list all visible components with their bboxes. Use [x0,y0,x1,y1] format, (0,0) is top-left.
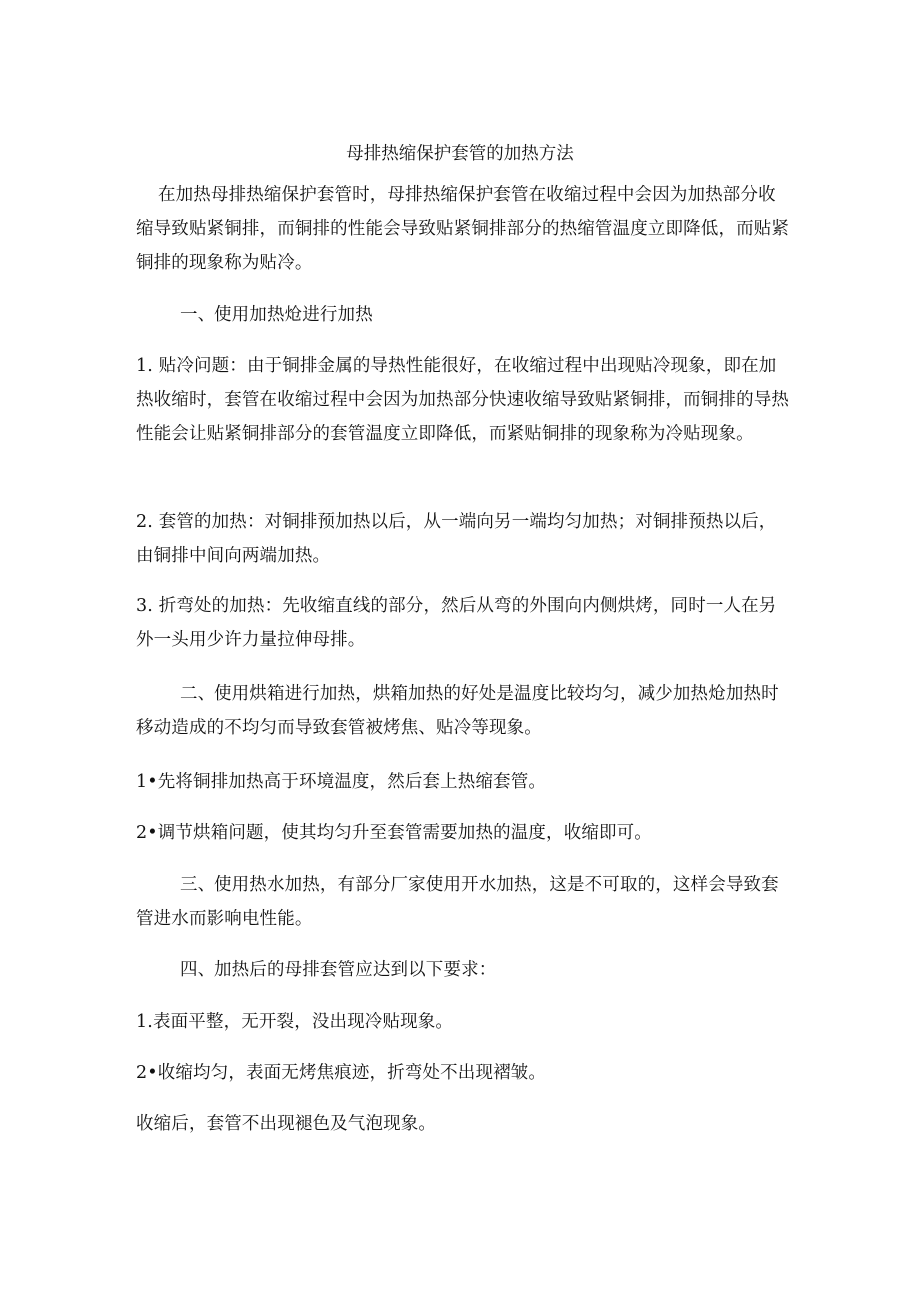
intro-paragraph: 在加热母排热缩保护套管时，母排热缩保护套管在收缩过程中会因为加热部分收缩导致贴紧铜排，而铜排的性能会导致贴紧铜排部分的热缩管温度立即降低，而贴紧铜排的现象称为贴冷。 [136,185,790,273]
section-2-number: 二、 [180,684,216,704]
section-2-text: 使用烘箱进行加热，烘箱加热的好处是温度比较均匀，减少加热炝加热时 移动造成的不均匀而导致套管被烤焦、贴冷等现象。 [136,684,779,738]
section-4-number: 四、 [180,960,216,980]
document-title: 母排热缩保护套管的加热方法 [346,144,574,164]
section-3-text: 使用热水加热，有部分厂家使用开水加热，这是不可取的，这样会导致套 管进水而影响电性能。 [136,875,779,929]
section-3-heading [136,868,792,936]
section-4-heading [136,953,792,987]
section-1-item-1: 1. 贴冷问题：由于铜排金属的导热性能很好，在收缩过程中出现贴冷现象，即在加热收缩时，套管在收缩过程中会因为加热部分快速收缩导致贴紧铜排，而铜排的导热性能会让贴紧铜排部分的套管温度立即降低，而紧贴铜排的现象称为冷贴现象。 [136,356,790,444]
section-1-heading [136,298,792,332]
section-2-heading [136,677,792,745]
section-4-item-2: 2•收缩均匀，表面无烤焦痕迹，折弯处不出现褶皱。 [136,1063,547,1083]
section-1-item-2: 2. 套管的加热：对铜排预加热以后，从一端向另一端均匀加热；对铜排预热以后， 由铜排中间向两端加热。 [136,512,777,566]
section-4-text: 加热后的母排套管应达到以下要求： [214,960,497,980]
section-4-item-1: 1.表面平整，无开裂，没出现冷贴现象。 [136,1012,454,1032]
section-1-item-3: 3. 折弯处的加热：先收缩直线的部分，然后从弯的外围向内侧烘烤，同时一人在另外一头用少许力量拉伸母排。 [136,596,777,650]
section-2-item-1: 1•先将铜排加热高于环境温度，然后套上热缩套管。 [136,772,547,792]
section-3-number: 三、 [180,875,216,895]
section-2-item-2: 2•调节烘箱问题，使其均匀升至套管需要加热的温度，收缩即可。 [136,823,652,843]
section-1-text: 使用加热炝进行加热 [214,305,373,325]
section-1-number: 一、 [180,305,216,325]
section-4-item-3: 收缩后，套管不出现褪色及气泡现象。 [136,1114,437,1134]
